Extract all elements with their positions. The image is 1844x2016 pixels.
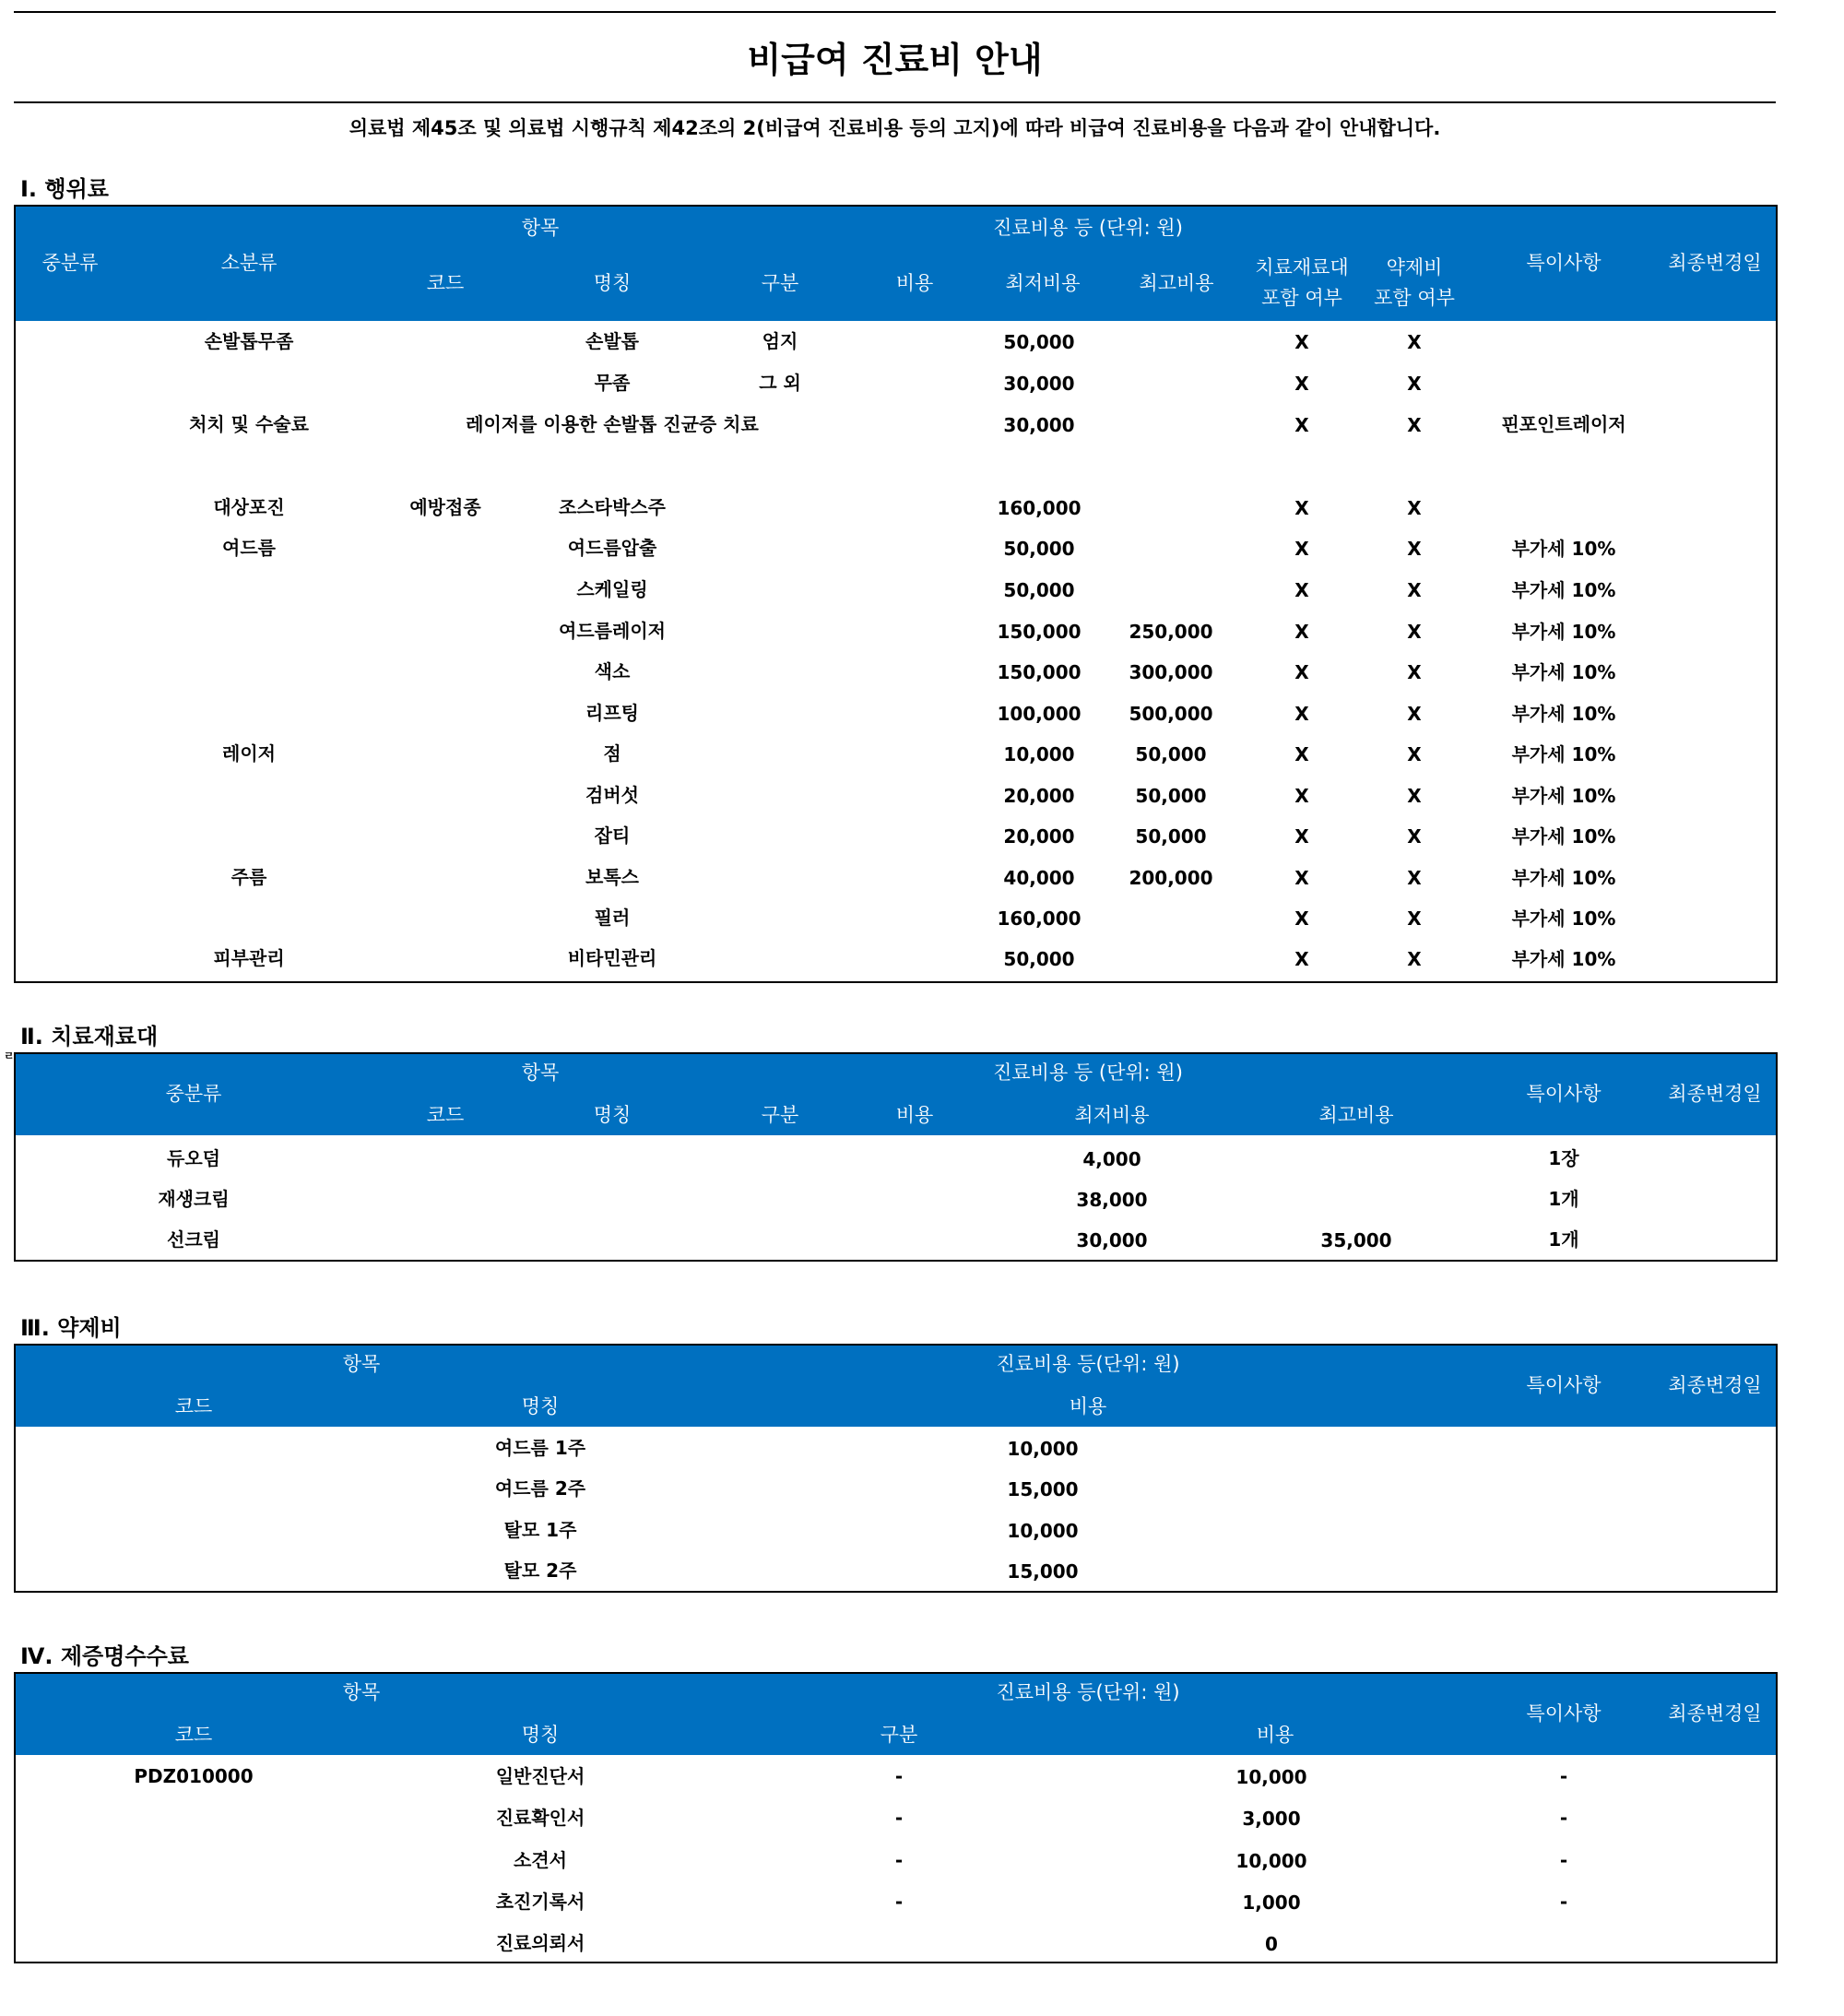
header-date: 최종변경일 [1668, 1702, 1762, 1725]
row-min: 38,000 [1076, 1189, 1148, 1211]
row-div: - [894, 1807, 904, 1829]
row-note: 부가세 10% [1511, 538, 1616, 560]
row-min: 160,000 [997, 907, 1082, 930]
row-drug: X [1407, 414, 1422, 436]
row-note: 1장 [1548, 1147, 1579, 1169]
header-drug-1: 약제비 [1386, 256, 1443, 279]
header-div: 구분 [761, 1104, 799, 1126]
row-name: 진료의뢰서 [495, 1932, 585, 1954]
row-drug: X [1407, 621, 1422, 643]
header-fee: 진료비용 등(단위: 원) [996, 1681, 1180, 1703]
row-mat: X [1294, 785, 1309, 807]
row-name: 검버섯 [585, 784, 639, 806]
title-rule [14, 101, 1776, 103]
row-name: 여드름 2주 [494, 1477, 586, 1500]
row-drug: X [1407, 331, 1422, 353]
row-mat: X [1294, 497, 1309, 519]
header-fee: 진료비용 등(단위: 원) [996, 1353, 1180, 1375]
row-min: 30,000 [1003, 373, 1075, 395]
row-min: 4,000 [1082, 1148, 1141, 1170]
section-2-title: Ⅱ. 치료재료대 [20, 1024, 159, 1050]
row-drug: X [1407, 579, 1422, 601]
row-name: 점 [603, 742, 621, 765]
row-min: 50,000 [1003, 331, 1075, 353]
row-div: 그 외 [759, 372, 801, 394]
row-min: 100,000 [997, 703, 1082, 725]
row-drug: X [1407, 661, 1422, 683]
header-max: 최고비용 [1139, 272, 1214, 294]
header-code: 코드 [426, 272, 465, 294]
header-cost: 비용 [1256, 1724, 1294, 1746]
row-div: - [894, 1891, 904, 1913]
row-cost: 10,000 [1235, 1850, 1307, 1872]
header-fee: 진료비용 등 (단위: 원) [993, 1061, 1183, 1084]
row-mat: X [1294, 948, 1309, 970]
row-name: 색소 [594, 660, 631, 682]
row-name: 진료확인서 [495, 1807, 585, 1829]
row-name: 스케일링 [576, 578, 648, 600]
row-drug: X [1407, 867, 1422, 889]
row-note: - [1559, 1807, 1568, 1829]
section-3-table [14, 1344, 1778, 1593]
header-date: 최종변경일 [1668, 1083, 1762, 1105]
row-mat: X [1294, 331, 1309, 353]
row-name: 손발톱 [585, 330, 639, 352]
row-cost: 10,000 [1235, 1766, 1307, 1788]
row-sub: 처치 및 수술료 [189, 413, 309, 435]
header-min: 최저비용 [1074, 1104, 1150, 1126]
row-note: 1개 [1548, 1228, 1579, 1251]
row-sub: 손발톱무좀 [204, 330, 294, 352]
row-min: 20,000 [1003, 785, 1075, 807]
row-name: 리프팅 [585, 702, 639, 724]
row-mat: X [1294, 414, 1309, 436]
section-3-header [16, 1346, 1776, 1427]
row-name: 필러 [594, 907, 631, 929]
row-cost: 1,000 [1242, 1891, 1301, 1914]
row-mat: X [1294, 373, 1309, 395]
row-min: 10,000 [1003, 743, 1075, 765]
header-note: 특이사항 [1526, 252, 1602, 274]
row-code: PDZ010000 [134, 1765, 254, 1787]
row-sub: 대상포진 [213, 496, 285, 518]
row-drug: X [1407, 825, 1422, 848]
row-name: 조스타박스주 [559, 496, 666, 518]
row-mid: 재생크림 [158, 1188, 230, 1210]
page-subtitle: 의료법 제45조 및 의료법 시행규칙 제42조의 2(비급여 진료비용 등의 고지)에 따라 비급여 진료비용을 다음과 같이 안내합니다. [349, 117, 1441, 139]
row-mat: X [1294, 825, 1309, 848]
header-mid: 중분류 [41, 252, 99, 274]
row-max: 50,000 [1135, 825, 1207, 848]
row-mat: X [1294, 661, 1309, 683]
row-max: 200,000 [1129, 867, 1213, 889]
header-name: 명칭 [521, 1724, 560, 1746]
header-sub: 소분류 [220, 252, 278, 274]
row-note: 부가세 10% [1511, 907, 1616, 930]
top-rule [14, 11, 1776, 13]
row-max: 35,000 [1320, 1229, 1392, 1251]
page-title: 비급여 진료비 안내 [747, 40, 1043, 80]
header-fee: 진료비용 등 (단위: 원) [993, 217, 1183, 239]
row-min: 20,000 [1003, 825, 1075, 848]
row-name: 여드름압출 [567, 537, 657, 559]
row-note: 부가세 10% [1511, 743, 1616, 765]
row-name: 탈모 2주 [503, 1559, 577, 1582]
row-div: - [894, 1849, 904, 1871]
row-drug: X [1407, 373, 1422, 395]
row-max: 50,000 [1135, 785, 1207, 807]
header-min: 최저비용 [1005, 272, 1081, 294]
row-drug: X [1407, 538, 1422, 560]
row-max: 50,000 [1135, 743, 1207, 765]
header-item: 항목 [342, 1353, 381, 1375]
header-drug-2: 포함 여부 [1374, 287, 1455, 309]
row-note: 부가세 10% [1511, 785, 1616, 807]
row-sub: 레이저 [222, 742, 276, 765]
row-mat: X [1294, 579, 1309, 601]
section-3-title: Ⅲ. 약제비 [20, 1315, 122, 1341]
row-min: 30,000 [1076, 1229, 1148, 1251]
row-name: 소견서 [514, 1849, 567, 1871]
row-min: 50,000 [1003, 579, 1075, 601]
section-1-table [14, 205, 1778, 983]
row-drug: X [1407, 743, 1422, 765]
header-mid: 중분류 [165, 1083, 222, 1105]
row-mid: 듀오덤 [167, 1147, 220, 1169]
header-code: 코드 [174, 1724, 213, 1746]
row-cost: 10,000 [1007, 1520, 1079, 1542]
header-note: 특이사항 [1526, 1083, 1602, 1105]
row-name: 레이저를 이용한 손발톱 진균증 치료 [466, 413, 759, 435]
row-mat: X [1294, 907, 1309, 930]
row-mat: X [1294, 703, 1309, 725]
section-1-title: Ⅰ. 행위료 [20, 176, 109, 202]
row-drug: X [1407, 785, 1422, 807]
header-cost: 비용 [895, 272, 934, 294]
header-max: 최고비용 [1318, 1104, 1394, 1126]
header-date: 최종변경일 [1668, 1374, 1762, 1396]
header-date: 최종변경일 [1668, 252, 1762, 274]
row-name: 보톡스 [585, 866, 639, 888]
row-sub: 피부관리 [213, 947, 285, 969]
row-mat: X [1294, 621, 1309, 643]
section-4-header [16, 1674, 1776, 1755]
row-mat: X [1294, 743, 1309, 765]
header-name: 명칭 [521, 1395, 560, 1417]
row-min: 150,000 [997, 661, 1082, 683]
row-mat: X [1294, 538, 1309, 560]
row-name: 무좀 [594, 372, 631, 394]
row-name: 일반진단서 [495, 1765, 585, 1787]
row-cost: 15,000 [1007, 1560, 1079, 1583]
row-code: 예방접종 [409, 496, 481, 518]
section-2-mark: ㄹ [4, 1050, 15, 1062]
header-item: 항목 [521, 217, 560, 239]
header-cost: 비용 [895, 1104, 934, 1126]
row-name: 여드름 1주 [494, 1437, 586, 1459]
row-name: 탈모 1주 [503, 1519, 577, 1541]
section-2-table [14, 1052, 1778, 1262]
row-min: 30,000 [1003, 414, 1075, 436]
row-name: 여드름레이저 [559, 620, 666, 642]
row-cost: 3,000 [1242, 1808, 1301, 1830]
row-drug: X [1407, 703, 1422, 725]
header-mat-1: 치료재료대 [1255, 256, 1349, 279]
row-name: 잡티 [594, 824, 631, 847]
header-item: 항목 [342, 1681, 381, 1703]
header-note: 특이사항 [1526, 1374, 1602, 1396]
row-cost: 10,000 [1007, 1438, 1079, 1460]
row-cost: 0 [1265, 1933, 1278, 1955]
row-drug: X [1407, 497, 1422, 519]
row-div: 엄지 [762, 330, 798, 352]
row-div: - [894, 1765, 904, 1787]
row-note: 부가세 10% [1511, 621, 1616, 643]
header-div: 구분 [761, 272, 799, 294]
row-min: 40,000 [1003, 867, 1075, 889]
row-note: - [1559, 1891, 1568, 1913]
header-cost: 비용 [1069, 1395, 1107, 1417]
row-min: 50,000 [1003, 948, 1075, 970]
row-name: 비타민관리 [567, 947, 657, 969]
row-note: - [1559, 1849, 1568, 1871]
row-note: 핀포인트레이저 [1501, 413, 1626, 435]
section-1-header [16, 207, 1776, 321]
row-max: 300,000 [1129, 661, 1213, 683]
row-cost: 15,000 [1007, 1478, 1079, 1500]
row-name: 초진기록서 [495, 1891, 585, 1913]
header-mat-2: 포함 여부 [1261, 287, 1342, 309]
row-note: 1개 [1548, 1188, 1579, 1210]
header-name: 명칭 [593, 272, 632, 294]
row-note: 부가세 10% [1511, 703, 1616, 725]
row-note: 부가세 10% [1511, 661, 1616, 683]
row-min: 50,000 [1003, 538, 1075, 560]
row-drug: X [1407, 948, 1422, 970]
row-mid: 선크림 [167, 1228, 220, 1251]
header-name: 명칭 [593, 1104, 632, 1126]
section-2-header [16, 1054, 1776, 1135]
row-drug: X [1407, 907, 1422, 930]
row-max: 500,000 [1129, 703, 1213, 725]
row-note: 부가세 10% [1511, 825, 1616, 848]
header-code: 코드 [174, 1395, 213, 1417]
header-div: 구분 [880, 1724, 918, 1746]
header-code: 코드 [426, 1104, 465, 1126]
row-max: 250,000 [1129, 621, 1213, 643]
row-note: 부가세 10% [1511, 579, 1616, 601]
header-item: 항목 [521, 1061, 560, 1084]
row-sub: 주름 [230, 866, 267, 888]
row-note: 부가세 10% [1511, 867, 1616, 889]
row-note: 부가세 10% [1511, 948, 1616, 970]
section-4-title: Ⅳ. 제증명수수료 [20, 1643, 189, 1669]
header-note: 특이사항 [1526, 1702, 1602, 1725]
row-note: - [1559, 1765, 1568, 1787]
row-sub: 여드름 [222, 537, 276, 559]
row-min: 160,000 [997, 497, 1082, 519]
section-4-table [14, 1672, 1778, 1963]
row-mat: X [1294, 867, 1309, 889]
row-min: 150,000 [997, 621, 1082, 643]
